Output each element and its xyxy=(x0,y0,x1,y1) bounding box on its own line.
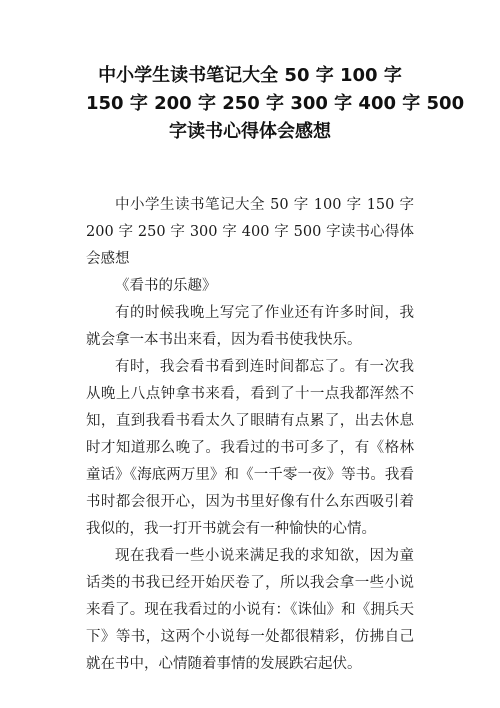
intro-paragraph: 中小学生读书笔记大全 50 字 100 字 150 字 200 字 250 字 300 字 400 字 500 字读书心得体会感想 xyxy=(86,197,414,267)
title-line-3: 字读书心得体会感想 xyxy=(169,121,331,142)
essay-title: 《看书的乐趣》 xyxy=(115,278,217,294)
body-paragraph-2: 有时，我会看书看到连时间都忘了。有一次我从晚上八点钟拿书来看，看到了十一点我都浑然不知，直到我看书看太久了眼睛有点累了，出去休息时才知道那么晚了。我看过的书可多了，有《格林童话》《海底两万里》和《一千零一夜》等书。我看书时都会很开心，因为书里好像有什么东西吸引着我似的，我一打开书就会有一种愉快的心情。 xyxy=(86,359,414,537)
body-paragraph-3: 现在我看一些小说来满足我的求知欲，因为童话类的书我已经开始厌卷了，所以我会拿一些小说来看了。现在我看过的小说有：《诛仙》和《拥兵天下》等书，这两个小说每一处都很精彩，仿拂自己就在书中，心情随着事情的发展跌宕起伏。 xyxy=(86,548,414,672)
title-line-1: 中小学生读书笔记大全 50 字 100 字 xyxy=(98,65,402,86)
body-paragraph-1: 有的时候我晚上写完了作业还有许多时间，我就会拿一本书出来看，因为看书使我快乐。 xyxy=(86,305,414,348)
title-line-2: 150 字 200 字 250 字 300 字 400 字 500 xyxy=(86,93,465,114)
document-body xyxy=(86,192,414,678)
document-title xyxy=(86,62,465,146)
